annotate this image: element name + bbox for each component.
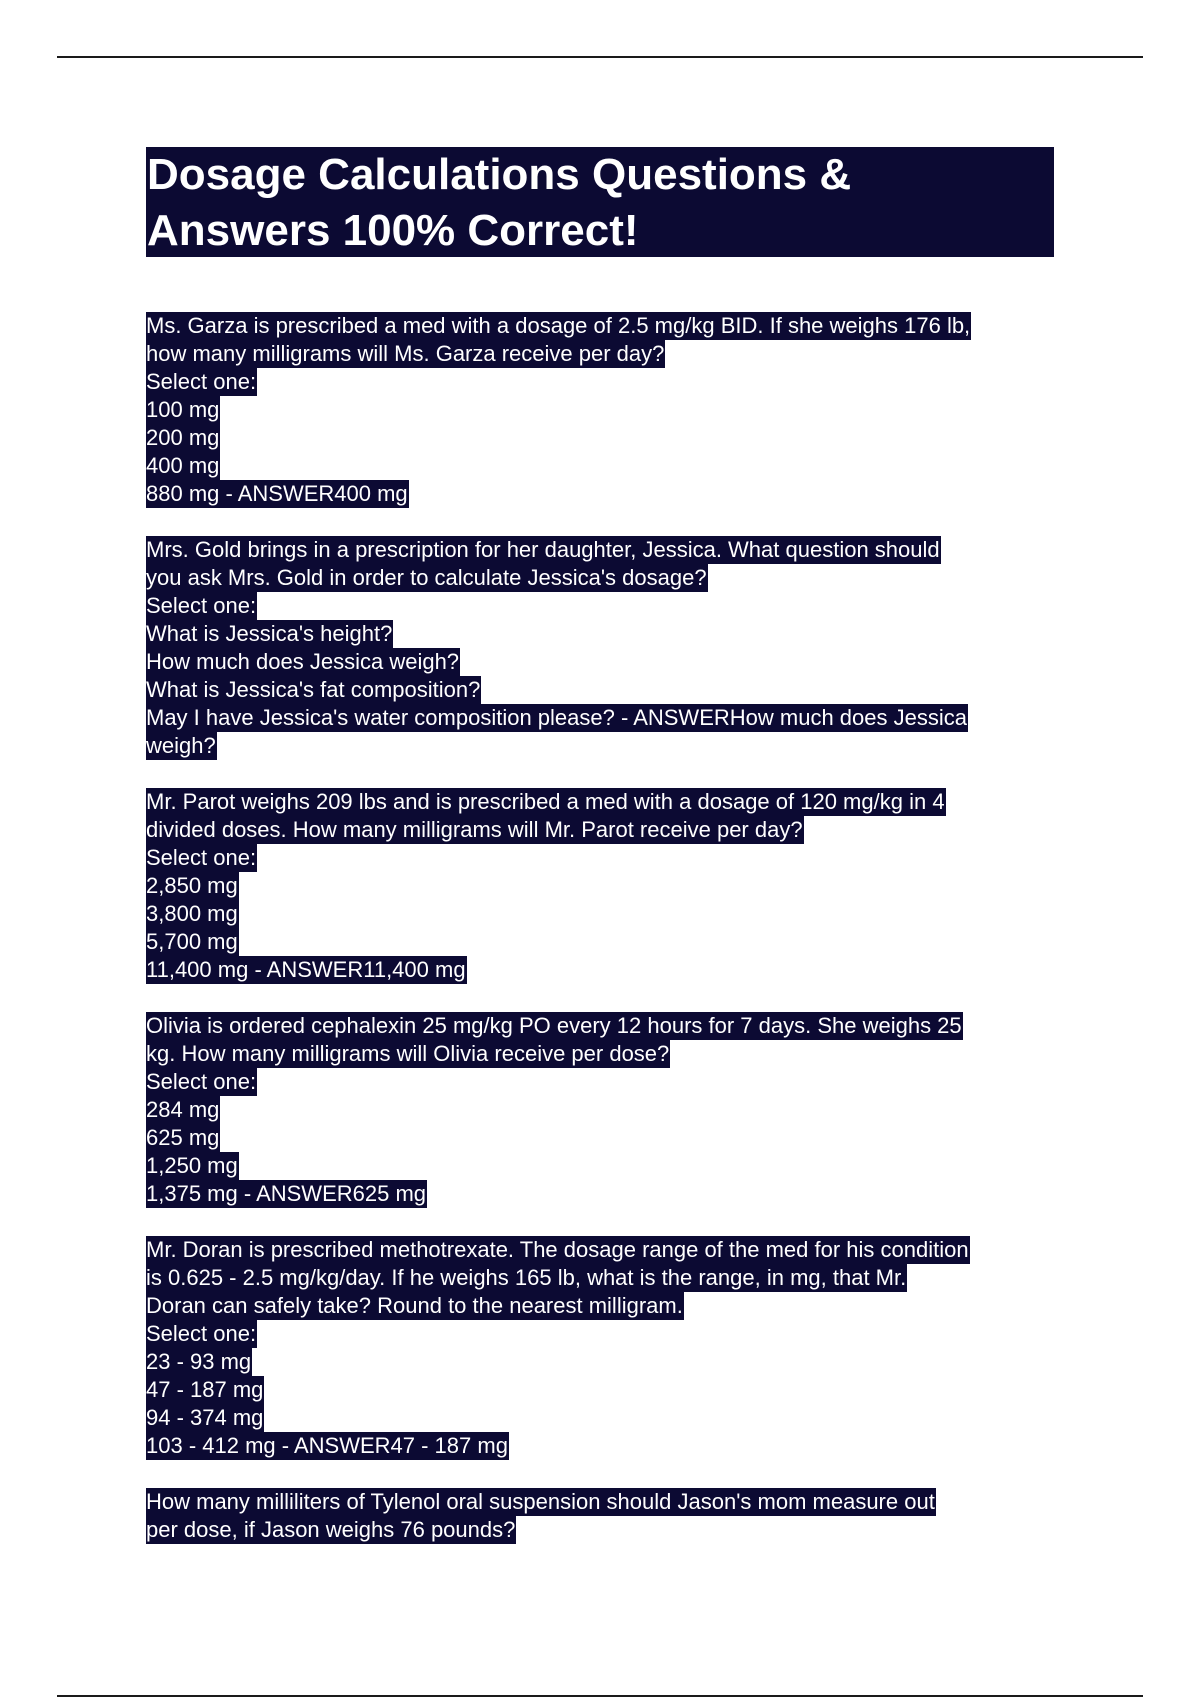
question-text-line: kg. How many milligrams will Olivia receive per dose?: [146, 1041, 670, 1066]
answer-option-with-answer: May I have Jessica's water composition please? - ANSWERHow much does Jessica: [146, 705, 967, 730]
document-title: [146, 147, 1054, 257]
question-text-line: you ask Mrs. Gold in order to calculate Jessica's dosage?: [146, 565, 707, 590]
answer-option: What is Jessica's fat composition?: [146, 677, 481, 702]
answer-option: 2,850 mg: [146, 873, 238, 898]
select-one-label: Select one:: [146, 1069, 257, 1094]
question-text-line: How many milliliters of Tylenol oral suspension should Jason's mom measure out: [146, 1489, 935, 1514]
select-one-label: Select one:: [146, 845, 257, 870]
question-text-line: Mrs. Gold brings in a prescription for her daughter, Jessica. What question should: [146, 537, 940, 562]
answer-option: 625 mg: [146, 1125, 220, 1150]
select-one-label: Select one:: [146, 1321, 257, 1346]
answer-option: 47 - 187 mg: [146, 1377, 264, 1402]
question-text-line: per dose, if Jason weighs 76 pounds?: [146, 1517, 516, 1542]
question-text-line: Ms. Garza is prescribed a med with a dosage of 2.5 mg/kg BID. If she weighs 176 lb,: [146, 313, 971, 338]
question-text-line: Mr. Parot weighs 209 lbs and is prescribed a med with a dosage of 120 mg/kg in 4: [146, 789, 945, 814]
answer-option: 1,250 mg: [146, 1153, 238, 1178]
answer-option: How much does Jessica weigh?: [146, 649, 460, 674]
top-rule: [57, 56, 1143, 58]
select-one-label: Select one:: [146, 593, 257, 618]
answer-option: 3,800 mg: [146, 901, 238, 926]
title-line-1: Dosage Calculations Questions &: [147, 150, 852, 199]
title-line-2: Answers 100% Correct!: [147, 206, 639, 255]
answer-option-with-answer: 11,400 mg - ANSWER11,400 mg: [146, 957, 466, 982]
question-block-6: [146, 1488, 1058, 1544]
answer-option-with-answer: 1,375 mg - ANSWER625 mg: [146, 1181, 427, 1206]
answer-continuation: weigh?: [146, 733, 216, 758]
question-block-2: [146, 536, 1058, 760]
question-text-line: Olivia is ordered cephalexin 25 mg/kg PO every 12 hours for 7 days. She weighs 25: [146, 1013, 962, 1038]
answer-option: 400 mg: [146, 453, 220, 478]
question-block-5: [146, 1236, 1058, 1460]
answer-option: 100 mg: [146, 397, 220, 422]
select-one-label: Select one:: [146, 369, 257, 394]
question-text-line: divided doses. How many milligrams will Mr. Parot receive per day?: [146, 817, 803, 842]
answer-option-with-answer: 880 mg - ANSWER400 mg: [146, 481, 408, 506]
answer-option-with-answer: 103 - 412 mg - ANSWER47 - 187 mg: [146, 1433, 508, 1458]
question-block-4: [146, 1012, 1058, 1208]
question-text-line: is 0.625 - 2.5 mg/kg/day. If he weighs 165 lb, what is the range, in mg, that Mr.: [146, 1265, 907, 1290]
question-text-line: Mr. Doran is prescribed methotrexate. The dosage range of the med for his condition: [146, 1237, 969, 1262]
answer-option: 23 - 93 mg: [146, 1349, 252, 1374]
bottom-rule: [57, 1695, 1143, 1697]
question-block-3: [146, 788, 1058, 984]
answer-option: 94 - 374 mg: [146, 1405, 264, 1430]
answer-option: What is Jessica's height?: [146, 621, 393, 646]
answer-option: 284 mg: [146, 1097, 220, 1122]
answer-option: 200 mg: [146, 425, 220, 450]
question-block-1: [146, 312, 1058, 508]
question-text-line: how many milligrams will Ms. Garza receive per day?: [146, 341, 665, 366]
answer-option: 5,700 mg: [146, 929, 238, 954]
question-text-line: Doran can safely take? Round to the nearest milligram.: [146, 1293, 683, 1318]
question-list: [146, 312, 1058, 1572]
